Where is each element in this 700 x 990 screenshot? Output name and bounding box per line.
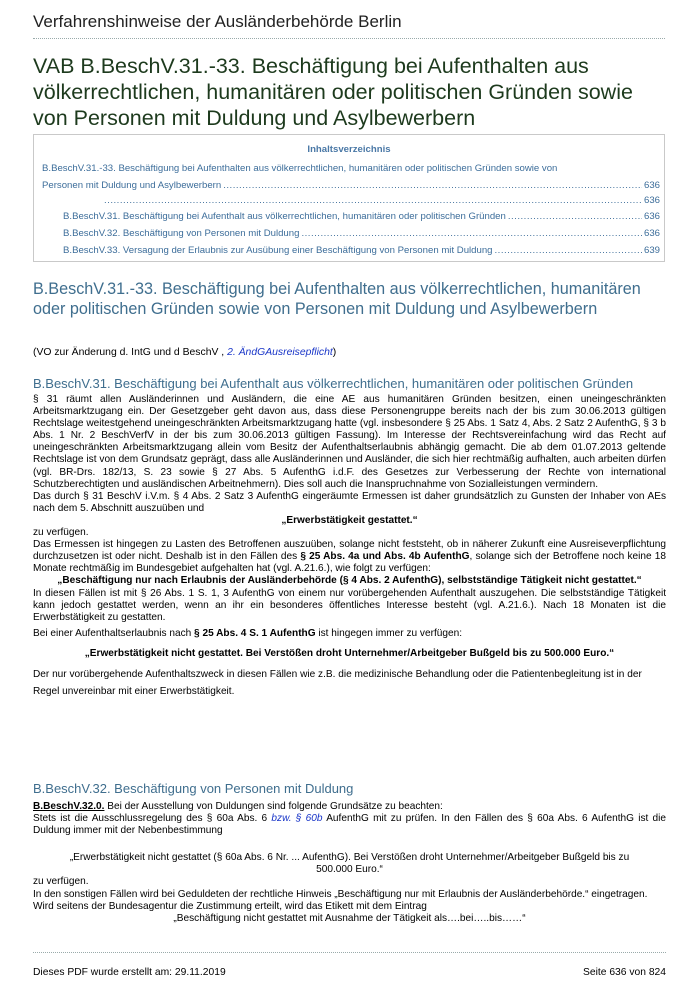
section-32-0-label: B.BeschV.32.0. — [33, 801, 105, 812]
toc-entry-1-line-1[interactable]: B.BeschV.31.-33. Beschäftigung bei Aufenthalten aus völkerrechtlichen, humanitären oder politischen Gründen sowie von — [42, 163, 558, 174]
footer-created-date: Dieses PDF wurde erstellt am: 29.11.2019 — [33, 967, 226, 978]
section-31-paragraph-5: In diesen Fällen ist mit § 26 Abs. 1 S. 1, 3 AufenthG von einem nur vorübergehenden Aufenthalt auszugehen. Die selbstständige Tätigkeit kann jedoch gestattet werden, wenn an ihr ein besonderes öffentliches Interesse besteht (vgl. A.21.6.). Nach 18 Monaten ist die Erwerbstätigkeit zu gestatten. — [33, 587, 666, 623]
toc-page-number: 639 — [643, 245, 660, 256]
section-32-heading: B.BeschV.32. Beschäftigung von Personen mit Duldung — [33, 781, 354, 796]
toc-leader-dots — [301, 228, 642, 239]
section-31-paragraph-2: Das durch § 31 BeschV i.V.m. § 4 Abs. 2 Satz 3 AufenthG eingeräumte Ermessen ist daher grundsätzlich zu Gunsten der Inhaber von AEs nach dem 5. Abschnitt auszuüben und — [33, 490, 666, 514]
toc-leader-dots — [104, 195, 642, 206]
section-32-paragraph-5: Wird seitens der Bundesagentur die Zustimmung erteilt, wird das Etikett mit dem Eintrag — [33, 900, 427, 912]
section-31-paragraph-6: Bei einer Aufenthaltserlaubnis nach § 25 Abs. 4 S. 1 AufenthG ist hingegen immer zu verfügen: — [33, 627, 463, 639]
amendment-note: (VO zur Änderung d. IntG und d BeschV , 2. ÄndGAusreisepflicht) — [33, 347, 337, 358]
quote-beschaeftigung-nur-nach-erlaubnis: „Beschäftigung nur nach Erlaubnis der Ausländerbehörde (§ 4 Abs. 2 AufenthG), selbstständige Tätigkeit nicht gestattet.“ — [57, 575, 642, 587]
quote-erwerbstaetigkeit-gestattet: „Erwerbstätigkeit gestattet.“ — [281, 514, 418, 526]
section-32-paragraph-2: Stets ist die Ausschlussregelung des § 60a Abs. 6 bzw. § 60b AufenthG mit zu prüfen. In den Fällen des § 60a Abs. 6 AufenthG ist die Duldung immer mit der Nebenbestimmung — [33, 813, 666, 837]
toc-entry-3[interactable]: B.BeschV.31. Beschäftigung bei Aufenthalt aus völkerrechtlichen, humanitären oder politischen Gründen ..... 636 — [63, 211, 660, 222]
toc-page-number: 636 — [643, 180, 660, 191]
toc-leader-dots — [508, 211, 642, 222]
toc-entry-2[interactable] — [102, 195, 660, 206]
section-32-body — [33, 801, 666, 925]
toc-title: Inhaltsverzeichnis — [307, 144, 391, 155]
toc-entry-4[interactable]: B.BeschV.32. Beschäftigung von Personen mit Duldung ..... 636 — [63, 228, 660, 239]
section-32-paragraph-3: zu verfügen. — [33, 876, 89, 888]
section-31-paragraph-3: zu verfügen. — [33, 527, 89, 539]
section-31-heading: B.BeschV.31. Beschäftigung bei Aufenthalt aus völkerrechtlichen, humanitären oder politischen Gründen — [33, 376, 634, 391]
document-title: VAB B.BeschV.31.-33. Beschäftigung bei Aufenthalten aus völkerrechtlichen, humanitären oder politischen Gründen sowie von Personen mit Duldung und Asylbewerbern — [33, 54, 633, 130]
main-heading: B.BeschV.31.-33. Beschäftigung bei Aufenthalten aus völkerrechtlichen, humanitären oder politischen Gründen sowie von Personen mit Duldung und Asylbewerbern — [33, 280, 641, 318]
section-31-paragraph-1: § 31 räumt allen Ausländerinnen und Ausländern, die eine AE aus humanitären Gründen besitzen, einen uneingeschränkten Arbeitsmarktzugang ein. Der Gesetzgeber geht davon aus, dass diese Personengruppe bereits nach der bis zum 30.06.2013 gültigen Rechtslage weitestgehend uneingeschränkten Arbeitsmarktzugang hatte (vgl. insbesondere § 25 Abs. 1 Satz 4, Abs. 2 Satz 2 AufenthG, § 3 b Abs. 1 Nr. 2 BeschVerfV in der bis zum 30.06.2013 gültigen Fassung). Im Interesse der Rechtsvereinfachung wird das Recht auf uneingeschränkten Arbeitsmarktzugang allein vom Besitz der Aufenthaltserlaubnis abhängig gemacht. Die ab dem 01.07.2013 geltende Rechtslage ist von dem Grundsatz geprägt, dass alle Ausländerinnen und Ausländer, die sich hier rechtmäßig aufhalten, auch arbeiten dürfen (vgl. BR-Drs. 182/13, S. 23 sowie § 27 Abs. 5 AufenthG i.d.F. des Gesetzes zur Verbesserung der Rechte von international Schutzberechtigten und ausländischen Arbeitnehmern). Dies soll auch die Inanspruchnahme von Sozialleistungen vermindern. — [33, 394, 666, 490]
link-60b[interactable]: bzw. § 60b — [271, 813, 323, 825]
section-32-paragraph-4: In den sonstigen Fällen wird bei Geduldeten der rechtliche Hinweis „Beschäftigung nur mit Erlaubnis der Ausländerbehörde.“ eingetragen. — [33, 888, 648, 900]
footer-page-number: Seite 636 von 824 — [582, 967, 666, 978]
toc-leader-dots — [223, 180, 642, 191]
toc-entry-5[interactable]: B.BeschV.33. Versagung der Erlaubnis zur Ausübung einer Beschäftigung von Personen mit Duldung ..... 639 — [63, 245, 660, 256]
toc-page-number: 636 — [643, 228, 660, 239]
section-31-paragraph-7: Der nur vorübergehende Aufenthaltszweck in diesen Fällen wie z.B. die medizinische Behandlung oder die Patientenbegleitung ist in der Regel unvereinbar mit einer Erwerbstätigkeit. — [33, 668, 642, 697]
section-32-paragraph-1: B.BeschV.32.0. Bei der Ausstellung von Duldungen sind folgende Grundsätze zu beachten: — [33, 801, 443, 812]
quote-erwerbstaetigkeit-nicht-gestattet: „Erwerbstätigkeit nicht gestattet. Bei Verstößen droht Unternehmer/Arbeitgeber Bußgeld bis zu 500.000 Euro.“ — [84, 647, 615, 659]
toc-leader-dots — [495, 245, 642, 256]
section-31-body — [33, 394, 666, 700]
toc-entry-1-line-2[interactable]: Personen mit Duldung und Asylbewerbern ..... 636 — [42, 180, 660, 191]
table-of-contents — [33, 134, 665, 262]
toc-page-number: 636 — [643, 211, 660, 222]
quote-60a-erwerbstaetigkeit: „Erwerbstätigkeit nicht gestattet (§ 60a Abs. 6 Nr. ... AufenthG). Bei Verstößen droht Unternehmer/Arbeitgeber Bußgeld bis zu 500.000 Euro.“ — [69, 852, 630, 876]
quote-beschaeftigung-ausnahme: „Beschäftigung nicht gestattet mit Ausnahme der Tätigkeit als….bei…..bis……“ — [173, 912, 526, 924]
toc-page-number: 636 — [643, 195, 660, 206]
section-31-paragraph-4: Das Ermessen ist hingegen zu Lasten des Betroffenen auszuüben, solange nicht feststeht, ob in näherer Zukunft eine Ausreiseverpflichtung durchzusetzen ist oder nicht. Deshalb ist in den Fällen des § 25 Abs. 4a und Abs. 4b AufenthG, solange sich der Betroffene noch keine 18 Monate rechtmäßig im Bundesgebiet aufgehalten hat (vgl. A.21.6.), wie folgt zu verfügen: — [33, 539, 666, 575]
footer-divider — [33, 952, 666, 953]
amendment-link[interactable]: 2. ÄndGAusreisepflicht — [227, 347, 333, 358]
site-header: Verfahrenshinweise der Ausländerbehörde Berlin — [33, 12, 665, 39]
